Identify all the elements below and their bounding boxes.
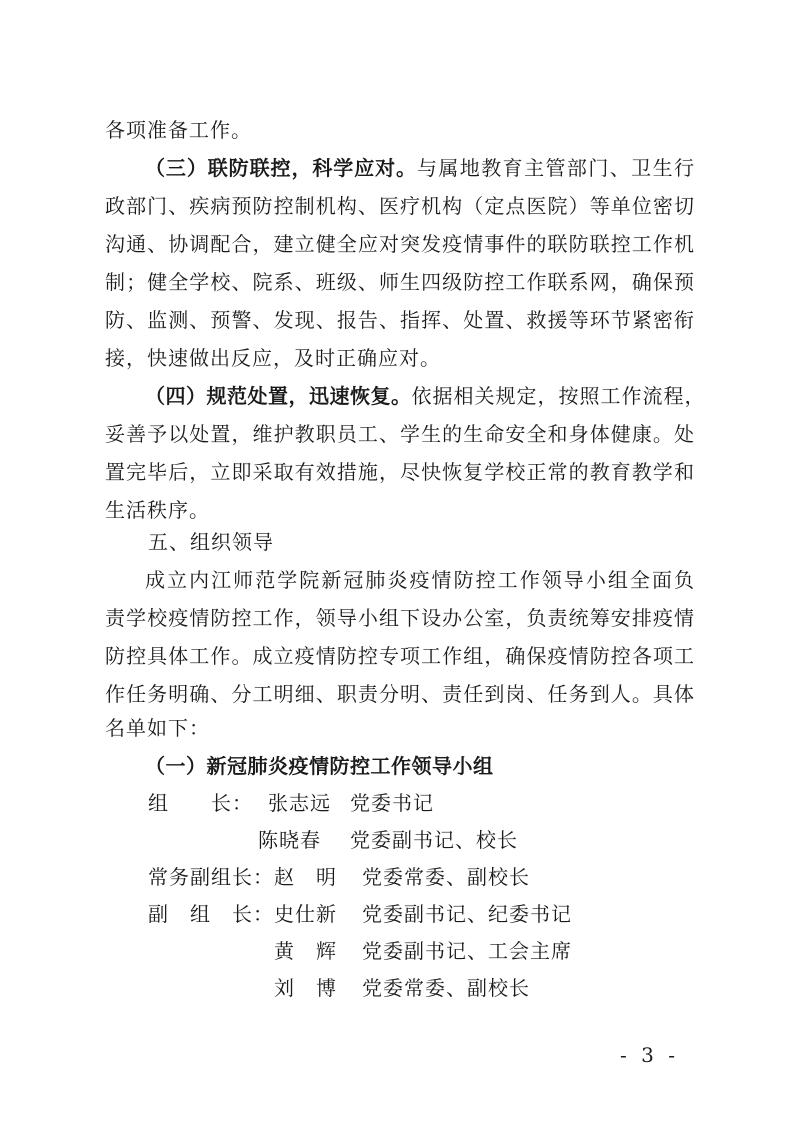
exec-deputy-name: 赵 明 <box>274 865 337 889</box>
paragraph-line: 成立内江师范学院新冠肺炎疫情防控工作领导小组全面负 <box>145 568 695 592</box>
exec-deputy-label: 常务副组长： <box>148 865 274 889</box>
paragraph-line: 各项准备工作。 <box>105 118 252 142</box>
exec-deputy-title: 党委常委、副校长 <box>362 865 530 889</box>
paragraph-line: 妥善予以处置，维护教职员工、学生的生命安全和身体健康。处 <box>105 422 695 446</box>
leader-name: 张志远 <box>268 791 331 815</box>
section-4-first-line <box>145 382 706 410</box>
paragraph-line: 置完毕后，立即采取有效措施，尽快恢复学校正常的教育教学和 <box>105 460 695 484</box>
leader-title: 党委副书记、校长 <box>350 828 518 852</box>
paragraph-line: 名单如下： <box>105 716 210 740</box>
paragraph-line: 制；健全学校、院系、班级、师生四级防控工作联系网，确保预 <box>105 270 695 294</box>
group-1-heading: （一）新冠肺炎疫情防控工作领导小组 <box>145 754 494 778</box>
paragraph-line: 作任务明确、分工明细、职责分明、责任到岗、任务到人。具体 <box>105 682 695 706</box>
deputy-title: 党委副书记、工会主席 <box>362 939 572 963</box>
deputy-name: 史仕新 <box>274 902 337 926</box>
paragraph-line: 沟通、协调配合，建立健全应对突发疫情事件的联防联控工作机 <box>105 232 695 256</box>
leader-title: 党委书记 <box>350 791 434 815</box>
deputy-label: 副 组 长： <box>148 902 274 926</box>
section-3-heading: （三）联防联控，科学应对。 <box>145 156 417 180</box>
paragraph-line: 防控具体工作。成立疫情防控专项工作组，确保疫情防控各项工 <box>105 644 695 668</box>
leader-name: 陈晓春 <box>258 828 321 852</box>
section-5-heading: 五、组织领导 <box>148 530 274 554</box>
paragraph-line: 接，快速做出反应，及时正确应对。 <box>105 346 441 370</box>
deputy-name: 黄 辉 <box>274 939 337 963</box>
section-3-first-line <box>145 154 695 182</box>
page-number: - 3 - <box>620 1043 679 1067</box>
leader-label: 组 长： <box>148 791 253 815</box>
paragraph-line: 生活秩序。 <box>105 498 210 522</box>
deputy-title: 党委常委、副校长 <box>362 976 530 1000</box>
section-4-text: 依据相关规定，按照工作流程， <box>411 384 706 408</box>
deputy-name: 刘 博 <box>274 976 337 1000</box>
section-3-text: 与属地教育主管部门、卫生行 <box>416 156 696 180</box>
deputy-title: 党委副书记、纪委书记 <box>362 902 572 926</box>
paragraph-line: 责学校疫情防控工作，领导小组下设办公室，负责统筹安排疫情 <box>105 606 695 630</box>
paragraph-line: 政部门、疾病预防控制机构、医疗机构（定点医院）等单位密切 <box>105 194 695 218</box>
section-4-heading: （四）规范处置，迅速恢复。 <box>145 384 412 408</box>
paragraph-line: 防、监测、预警、发现、报告、指挥、处置、救援等环节紧密衔 <box>105 308 695 332</box>
